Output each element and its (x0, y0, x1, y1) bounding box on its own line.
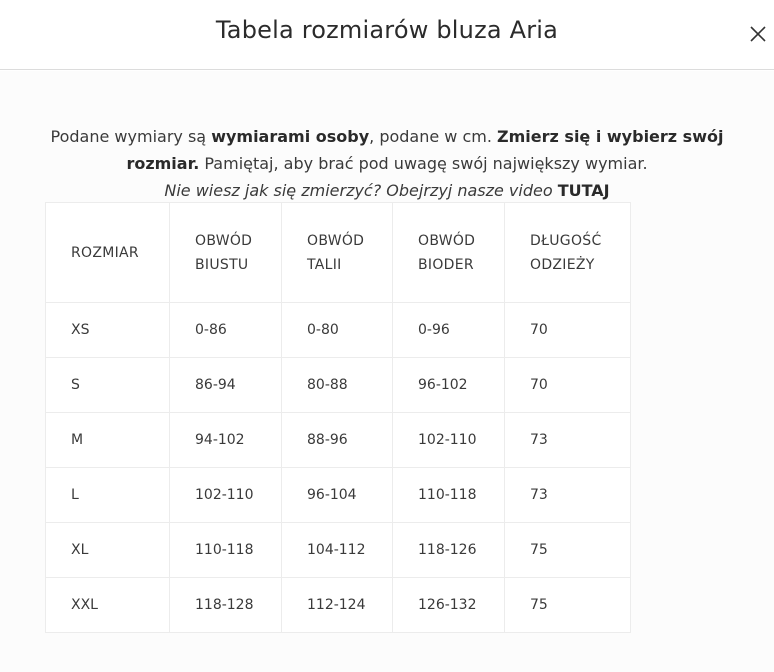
modal-header (0, 0, 774, 70)
intro-text-3: Pamiętaj, aby brać pod uwagę swój największy wymiar. (199, 154, 648, 173)
table-row (46, 468, 631, 523)
table-header-row (46, 203, 631, 303)
header-size: ROZMIAR (46, 203, 170, 303)
header-bust: OBWÓD BIUSTU (170, 203, 282, 303)
intro-paragraph (30, 123, 744, 177)
intro-text-1: Podane wymiary są (50, 127, 212, 146)
header-waist: OBWÓD TALII (282, 203, 393, 303)
cell-length: 70 (505, 303, 631, 358)
cell-bust: 118-128 (170, 578, 282, 633)
cell-hips: 0-96 (393, 303, 505, 358)
cell-bust: 86-94 (170, 358, 282, 413)
cell-hips: 96-102 (393, 358, 505, 413)
cell-waist: 88-96 (282, 413, 393, 468)
cell-size: L (46, 468, 170, 523)
cell-size: S (46, 358, 170, 413)
video-text: Nie wiesz jak się zmierzyć? Obejrzyj nasze video (164, 181, 558, 200)
modal-body (0, 71, 774, 672)
table-row (46, 358, 631, 413)
size-table (45, 202, 631, 633)
cell-waist: 0-80 (282, 303, 393, 358)
cell-waist: 80-88 (282, 358, 393, 413)
cell-size: XL (46, 523, 170, 578)
cell-bust: 102-110 (170, 468, 282, 523)
cell-hips: 118-126 (393, 523, 505, 578)
intro-text-2: , podane w cm. (369, 127, 498, 146)
video-line (30, 177, 744, 204)
table-row (46, 523, 631, 578)
intro-bold-1: wymiarami osoby (211, 127, 370, 146)
close-icon (746, 22, 770, 46)
cell-length: 75 (505, 523, 631, 578)
cell-waist: 104-112 (282, 523, 393, 578)
cell-size: M (46, 413, 170, 468)
cell-bust: 110-118 (170, 523, 282, 578)
cell-length: 70 (505, 358, 631, 413)
modal-title: Tabela rozmiarów bluza Aria (215, 16, 559, 44)
table-row (46, 303, 631, 358)
table-row (46, 413, 631, 468)
intro-text (30, 123, 744, 204)
cell-waist: 112-124 (282, 578, 393, 633)
cell-length: 73 (505, 468, 631, 523)
cell-length: 75 (505, 578, 631, 633)
cell-hips: 126-132 (393, 578, 505, 633)
cell-length: 73 (505, 413, 631, 468)
intro-bold-2: Zmierz się i wybierz swój rozmiar. (126, 127, 724, 173)
header-length: DŁUGOŚĆ ODZIEŻY (505, 203, 631, 303)
video-link[interactable]: TUTAJ (557, 181, 610, 200)
cell-hips: 102-110 (393, 413, 505, 468)
cell-bust: 0-86 (170, 303, 282, 358)
cell-bust: 94-102 (170, 413, 282, 468)
close-button[interactable] (746, 22, 770, 46)
cell-size: XS (46, 303, 170, 358)
cell-waist: 96-104 (282, 468, 393, 523)
cell-size: XXL (46, 578, 170, 633)
header-hips: OBWÓD BIODER (393, 203, 505, 303)
table-row (46, 578, 631, 633)
cell-hips: 110-118 (393, 468, 505, 523)
